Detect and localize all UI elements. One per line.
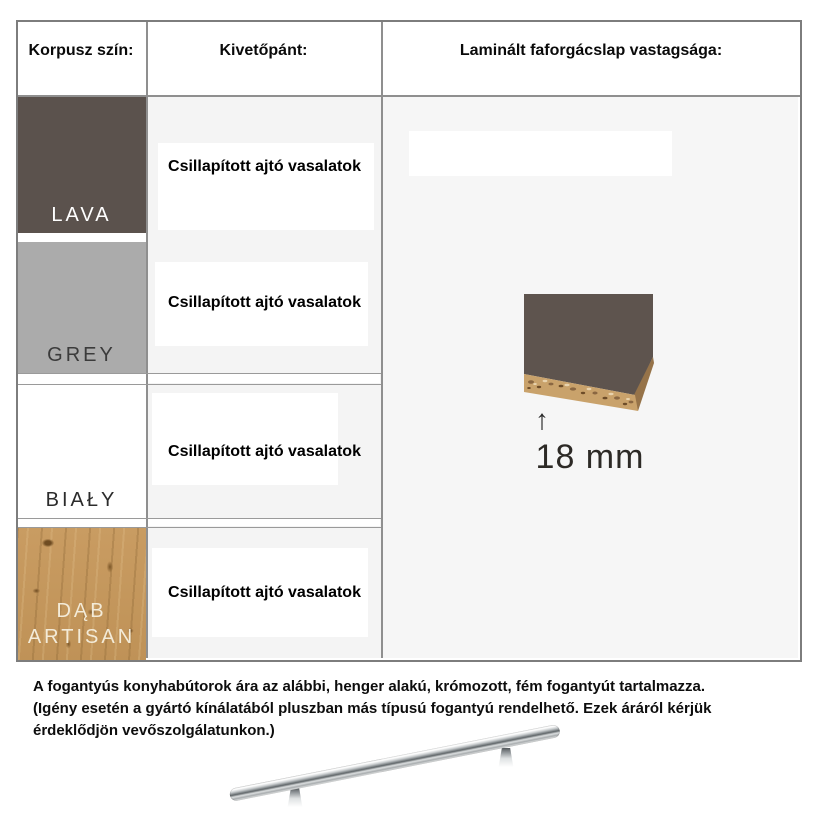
handle-foot bbox=[287, 788, 303, 807]
footer-note-line: érdeklődjön vevőszolgálatunkon.) bbox=[33, 722, 275, 739]
footer-note-line: A fogantyús konyhabútorok ára az alábbi, henger alakú, krómozott, fém fogantyút tartalmazza. bbox=[33, 678, 706, 695]
footer-note-line: (Igény esetén a gyártó kínálatából pluszban más típusú fogantyú rendelhető. Ezek áráról kérjük bbox=[33, 700, 712, 717]
table-column-divider bbox=[146, 20, 148, 658]
swatch-label-lava: LAVA bbox=[51, 204, 112, 226]
whiteout-patch bbox=[152, 393, 338, 485]
hinge-text-row-dab-artisan: Csillapított ajtó vasalatok bbox=[168, 584, 361, 601]
thickness-value: 18 mm bbox=[535, 438, 645, 476]
row-gap bbox=[17, 519, 380, 526]
table-row-divider bbox=[16, 518, 381, 519]
column-header-korpusz-szin bbox=[16, 20, 146, 95]
hinge-text-row-grey: Csillapított ajtó vasalatok bbox=[168, 294, 361, 311]
handle-foot bbox=[498, 748, 514, 767]
column-header-kivetopant bbox=[146, 20, 381, 95]
whiteout-patch bbox=[158, 143, 374, 230]
swatch-label-grey: GREY bbox=[47, 344, 116, 366]
column-header-label: Kivetőpánt: bbox=[219, 41, 308, 59]
swatch-label-dab-artisan: DĄB ARTISAN bbox=[27, 600, 136, 648]
table-header-divider bbox=[16, 95, 802, 97]
table-row-divider bbox=[16, 527, 381, 528]
whiteout-patch bbox=[409, 131, 672, 176]
column-header-label: Laminált faforgácslap vastagsága: bbox=[459, 41, 723, 59]
hinge-text-row-lava: Csillapított ajtó vasalatok bbox=[168, 158, 361, 175]
row-gap bbox=[17, 233, 146, 242]
up-arrow-icon: ↑ bbox=[535, 404, 549, 435]
hinge-text-row-bialy: Csillapított ajtó vasalatok bbox=[168, 443, 361, 460]
table-row-divider bbox=[16, 373, 381, 374]
swatch-label-bialy: BIAŁY bbox=[45, 489, 118, 511]
footer-note bbox=[33, 676, 813, 742]
column-header-label: Korpusz szín: bbox=[28, 41, 134, 59]
table-column-divider bbox=[381, 20, 383, 658]
row-gap bbox=[17, 374, 380, 383]
column-header-vastagsag bbox=[381, 20, 801, 95]
table-row-divider bbox=[16, 384, 381, 385]
chipboard-image bbox=[521, 290, 657, 416]
